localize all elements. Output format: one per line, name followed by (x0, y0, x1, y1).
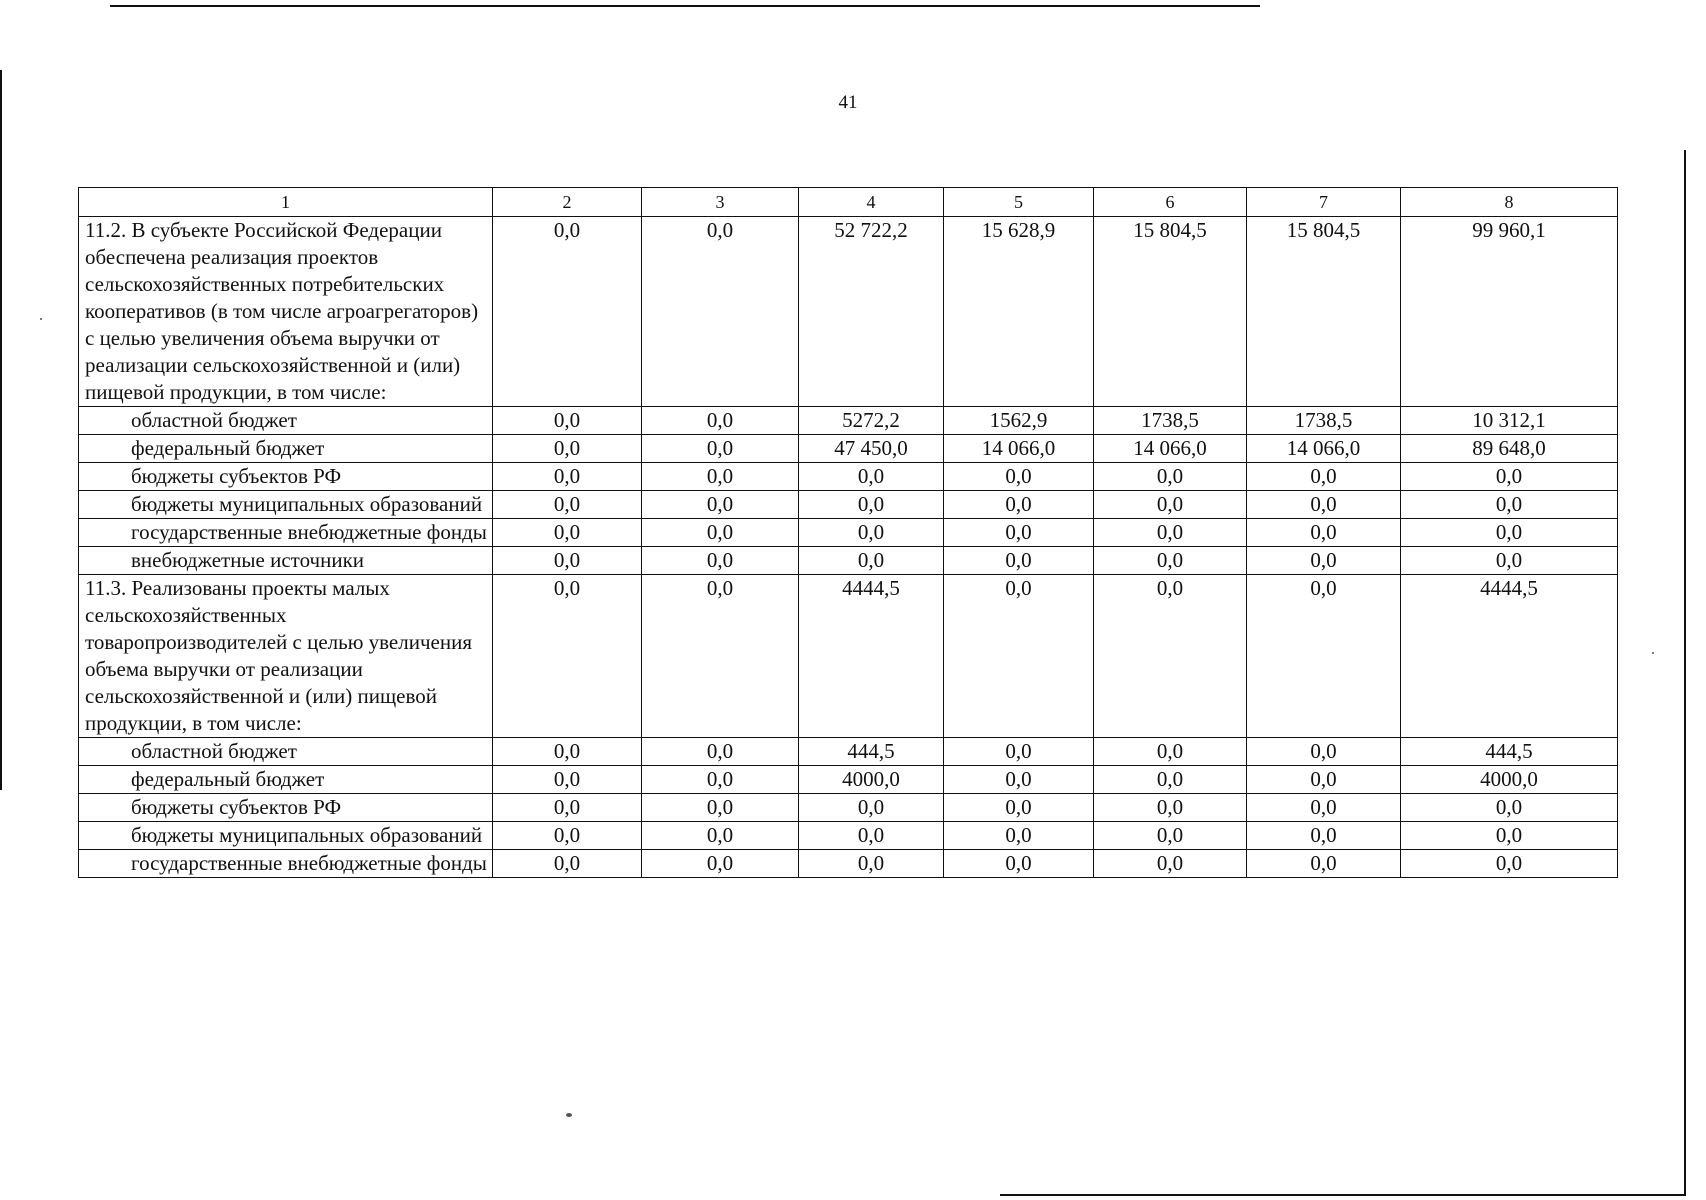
value-cell: 0,0 (1094, 491, 1247, 519)
value-cell: 5272,2 (799, 407, 944, 435)
value-cell: 0,0 (1094, 519, 1247, 547)
budget-source-row (79, 766, 1618, 794)
value-cell: 0,0 (1401, 463, 1618, 491)
value-cell: 1738,5 (1247, 407, 1401, 435)
column-header: 5 (944, 188, 1094, 217)
value-cell: 0,0 (944, 738, 1094, 766)
scan-speck (1652, 652, 1654, 654)
value-cell: 0,0 (1401, 822, 1618, 850)
scan-edge-bottom (1000, 1194, 1686, 1196)
budget-source-row (79, 435, 1618, 463)
value-cell: 0,0 (1247, 547, 1401, 575)
value-cell: 0,0 (493, 519, 642, 547)
budget-source-row (79, 738, 1618, 766)
value-cell: 52 722,2 (799, 217, 944, 407)
scan-edge-right (1684, 150, 1686, 1195)
value-cell: 0,0 (1401, 519, 1618, 547)
value-cell: 0,0 (1247, 738, 1401, 766)
value-cell: 10 312,1 (1401, 407, 1618, 435)
value-cell: 1738,5 (1094, 407, 1247, 435)
value-cell: 0,0 (493, 547, 642, 575)
section-description: 11.2. В субъекте Российской Федерации обеспечена реализация проектов сельскохозяйственных потребительских кооперативов (в том числе агроагрегаторов) с целью увеличения объема выручки от реализации сельскохозяйственной и (или) пищевой продукции, в том числе: (79, 217, 493, 407)
table-body (79, 217, 1618, 878)
value-cell: 0,0 (944, 794, 1094, 822)
column-header: 3 (642, 188, 799, 217)
value-cell: 14 066,0 (1247, 435, 1401, 463)
column-header: 4 (799, 188, 944, 217)
value-cell: 0,0 (799, 491, 944, 519)
column-header: 8 (1401, 188, 1618, 217)
value-cell: 99 960,1 (1401, 217, 1618, 407)
value-cell: 0,0 (493, 766, 642, 794)
value-cell: 0,0 (1247, 491, 1401, 519)
value-cell: 4444,5 (1401, 575, 1618, 738)
value-cell: 0,0 (944, 463, 1094, 491)
value-cell: 0,0 (1247, 794, 1401, 822)
value-cell: 15 804,5 (1094, 217, 1247, 407)
value-cell: 0,0 (944, 822, 1094, 850)
value-cell: 14 066,0 (944, 435, 1094, 463)
budget-source-row (79, 850, 1618, 878)
value-cell: 0,0 (642, 766, 799, 794)
value-cell: 4444,5 (799, 575, 944, 738)
value-cell: 0,0 (799, 794, 944, 822)
value-cell: 0,0 (493, 217, 642, 407)
value-cell: 0,0 (944, 491, 1094, 519)
value-cell: 0,0 (1247, 575, 1401, 738)
section-description: 11.3. Реализованы проекты малых сельскохозяйственных товаропроизводителей с целью увеличения объема выручки от реализации сельскохозяйственной и (или) пищевой продукции, в том числе: (79, 575, 493, 738)
budget-source-label: областной бюджет (79, 407, 493, 435)
value-cell: 0,0 (493, 822, 642, 850)
budget-table (78, 187, 1618, 878)
value-cell: 0,0 (799, 547, 944, 575)
value-cell: 0,0 (799, 463, 944, 491)
value-cell: 0,0 (642, 575, 799, 738)
value-cell: 0,0 (642, 547, 799, 575)
value-cell: 0,0 (1094, 766, 1247, 794)
budget-source-label: федеральный бюджет (79, 766, 493, 794)
column-header: 6 (1094, 188, 1247, 217)
value-cell: 0,0 (493, 575, 642, 738)
value-cell: 0,0 (944, 547, 1094, 575)
value-cell: 0,0 (642, 435, 799, 463)
scan-edge-top (110, 5, 1260, 7)
value-cell: 0,0 (642, 822, 799, 850)
budget-source-row (79, 794, 1618, 822)
value-cell: 444,5 (799, 738, 944, 766)
budget-source-label: бюджеты муниципальных образований (79, 822, 493, 850)
value-cell: 0,0 (1401, 794, 1618, 822)
value-cell: 0,0 (493, 463, 642, 491)
value-cell: 15 628,9 (944, 217, 1094, 407)
value-cell: 0,0 (493, 407, 642, 435)
value-cell: 1562,9 (944, 407, 1094, 435)
budget-source-row (79, 491, 1618, 519)
value-cell: 444,5 (1401, 738, 1618, 766)
value-cell: 0,0 (493, 435, 642, 463)
column-header: 2 (493, 188, 642, 217)
value-cell: 0,0 (944, 519, 1094, 547)
value-cell: 0,0 (1094, 850, 1247, 878)
value-cell: 0,0 (1401, 491, 1618, 519)
budget-source-label: бюджеты субъектов РФ (79, 463, 493, 491)
budget-source-row (79, 822, 1618, 850)
value-cell: 0,0 (642, 491, 799, 519)
value-cell: 0,0 (1401, 547, 1618, 575)
value-cell: 0,0 (1094, 463, 1247, 491)
budget-source-row (79, 547, 1618, 575)
value-cell: 0,0 (1247, 519, 1401, 547)
value-cell: 0,0 (642, 407, 799, 435)
budget-source-row (79, 463, 1618, 491)
column-header: 7 (1247, 188, 1401, 217)
value-cell: 0,0 (493, 491, 642, 519)
value-cell: 0,0 (493, 850, 642, 878)
page-number: 41 (838, 92, 858, 113)
value-cell: 4000,0 (1401, 766, 1618, 794)
value-cell: 0,0 (799, 822, 944, 850)
value-cell: 0,0 (1247, 822, 1401, 850)
value-cell: 0,0 (493, 794, 642, 822)
value-cell: 0,0 (799, 850, 944, 878)
value-cell: 0,0 (799, 519, 944, 547)
column-header: 1 (79, 188, 493, 217)
value-cell: 15 804,5 (1247, 217, 1401, 407)
budget-source-label: бюджеты субъектов РФ (79, 794, 493, 822)
scan-edge-left (0, 70, 2, 790)
value-cell: 0,0 (1247, 766, 1401, 794)
budget-source-row (79, 407, 1618, 435)
value-cell: 0,0 (944, 766, 1094, 794)
value-cell: 47 450,0 (799, 435, 944, 463)
value-cell: 4000,0 (799, 766, 944, 794)
value-cell: 0,0 (493, 738, 642, 766)
scan-speck (566, 1113, 572, 1117)
budget-source-label: внебюджетные источники (79, 547, 493, 575)
value-cell: 0,0 (1094, 547, 1247, 575)
section-row (79, 575, 1618, 738)
value-cell: 0,0 (1094, 575, 1247, 738)
value-cell: 0,0 (1401, 850, 1618, 878)
value-cell: 0,0 (642, 217, 799, 407)
budget-source-label: государственные внебюджетные фонды (79, 519, 493, 547)
budget-source-label: областной бюджет (79, 738, 493, 766)
value-cell: 0,0 (642, 519, 799, 547)
value-cell: 89 648,0 (1401, 435, 1618, 463)
value-cell: 0,0 (642, 463, 799, 491)
value-cell: 0,0 (642, 794, 799, 822)
value-cell: 0,0 (1094, 794, 1247, 822)
budget-source-row (79, 519, 1618, 547)
value-cell: 0,0 (642, 850, 799, 878)
budget-source-label: федеральный бюджет (79, 435, 493, 463)
value-cell: 0,0 (1247, 850, 1401, 878)
value-cell: 0,0 (642, 738, 799, 766)
value-cell: 0,0 (1247, 463, 1401, 491)
value-cell: 0,0 (944, 575, 1094, 738)
budget-source-label: государственные внебюджетные фонды (79, 850, 493, 878)
value-cell: 0,0 (1094, 738, 1247, 766)
value-cell: 0,0 (944, 850, 1094, 878)
table-header-row (79, 188, 1618, 217)
section-row (79, 217, 1618, 407)
value-cell: 14 066,0 (1094, 435, 1247, 463)
budget-source-label: бюджеты муниципальных образований (79, 491, 493, 519)
scan-speck (40, 318, 42, 320)
value-cell: 0,0 (1094, 822, 1247, 850)
